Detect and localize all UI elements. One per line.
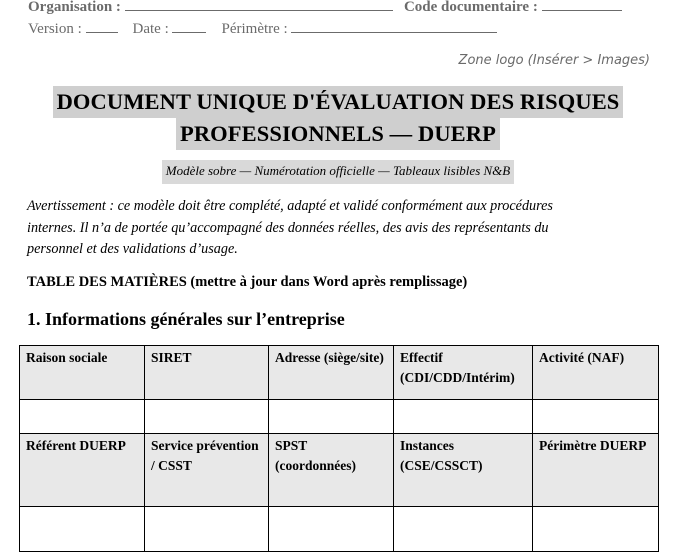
perimetre-label: Périmètre : bbox=[221, 21, 288, 37]
title-line-2: PROFESSIONNELS — DUERP bbox=[176, 118, 500, 150]
date-field[interactable] bbox=[172, 20, 206, 33]
header-version-line bbox=[28, 20, 497, 38]
header-cell-referent-duerp: Référent DUERP bbox=[20, 434, 145, 507]
subtitle: Modèle sobre — Numérotation officielle — Tableaux lisibles N&B bbox=[162, 160, 514, 184]
input-cell-siret[interactable] bbox=[145, 400, 269, 434]
table-header-row bbox=[20, 434, 659, 507]
table-of-contents-heading: TABLE DES MATIÈRES (mettre à jour dans Word après remplissage) bbox=[27, 274, 468, 290]
section-1-heading: 1. Informations générales sur l’entreprise bbox=[27, 309, 345, 329]
table-header-row bbox=[20, 346, 659, 400]
warning-paragraph bbox=[27, 196, 657, 261]
header-cell-siret: SIRET bbox=[145, 346, 269, 400]
logo-zone-placeholder[interactable]: Zone logo (Insérer > Images) bbox=[458, 53, 650, 68]
version-label: Version : bbox=[28, 21, 82, 37]
input-cell-adresse[interactable] bbox=[269, 400, 394, 434]
input-cell-instances[interactable] bbox=[394, 507, 533, 552]
title-line-1: DOCUMENT UNIQUE D'ÉVALUATION DES RISQUES bbox=[53, 86, 624, 118]
subtitle-block bbox=[0, 160, 676, 184]
input-cell-perimetre-duerp[interactable] bbox=[533, 507, 659, 552]
header-cell-effectif: Effectif (CDI/CDD/Intérim) bbox=[394, 346, 533, 400]
input-cell-activite[interactable] bbox=[533, 400, 659, 434]
input-cell-service-prevention[interactable] bbox=[145, 507, 269, 552]
header-cell-activite: Activité (NAF) bbox=[533, 346, 659, 400]
header-cell-raison-sociale: Raison sociale bbox=[20, 346, 145, 400]
header-cell-perimetre-duerp: Périmètre DUERP bbox=[533, 434, 659, 507]
warning-line-2: internes. Il n’a de portée qu’accompagné des données réelles, des avis des représentants du bbox=[27, 219, 549, 236]
company-info-table bbox=[19, 345, 659, 552]
document-title bbox=[0, 86, 676, 150]
version-field[interactable] bbox=[86, 20, 118, 33]
table-row bbox=[20, 400, 659, 434]
header-cell-adresse: Adresse (siège/site) bbox=[269, 346, 394, 400]
code-documentaire-field[interactable] bbox=[542, 0, 622, 11]
organisation-label: Organisation : bbox=[28, 0, 121, 15]
input-cell-spst[interactable] bbox=[269, 507, 394, 552]
date-label: Date : bbox=[132, 21, 169, 37]
input-cell-effectif[interactable] bbox=[394, 400, 533, 434]
organisation-field[interactable] bbox=[125, 0, 393, 11]
header-cell-instances: Instances (CSE/CSSCT) bbox=[394, 434, 533, 507]
input-cell-referent-duerp[interactable] bbox=[20, 507, 145, 552]
header-organisation-line bbox=[28, 0, 622, 16]
table-row bbox=[20, 507, 659, 552]
code-documentaire-label: Code documentaire : bbox=[403, 0, 538, 15]
input-cell-raison-sociale[interactable] bbox=[20, 400, 145, 434]
header-cell-spst: SPST (coordonnées) bbox=[269, 434, 394, 507]
warning-line-1: Avertissement : ce modèle doit être complété, adapté et validé conformément aux procédures bbox=[27, 198, 553, 214]
warning-line-3: personnel et des validations d’usage. bbox=[27, 241, 238, 257]
perimetre-field[interactable] bbox=[291, 20, 497, 33]
header-cell-service-prevention: Service prévention / CSST bbox=[145, 434, 269, 507]
